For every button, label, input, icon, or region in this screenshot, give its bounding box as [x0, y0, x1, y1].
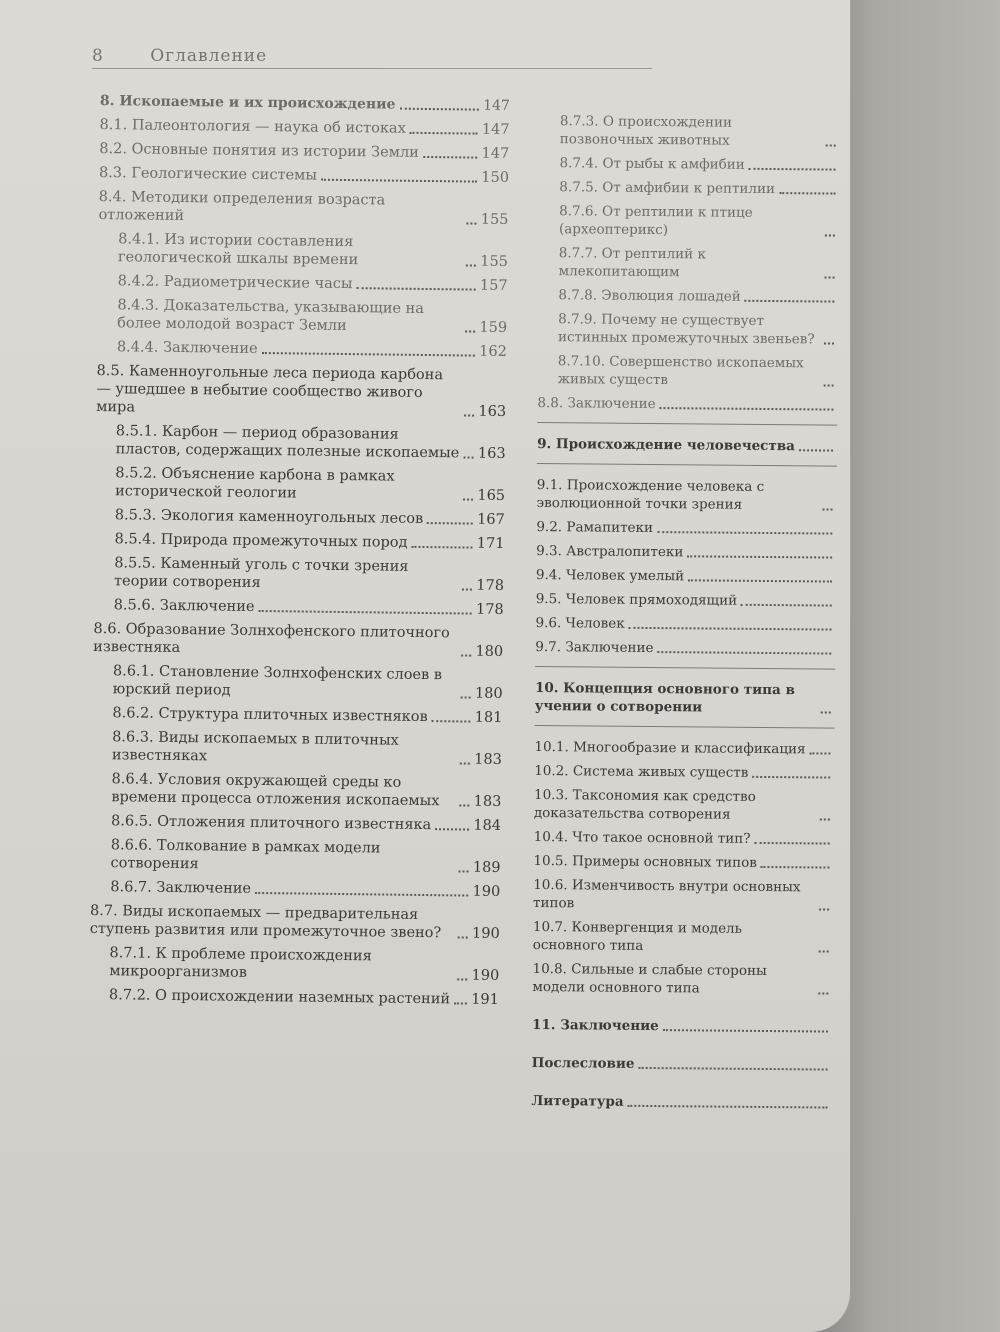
toc-entry [94, 596, 504, 619]
toc-entry [90, 836, 500, 877]
dot-leader [819, 908, 829, 910]
dot-leader [427, 522, 473, 525]
toc-entry-title: 8.7.5. От амфибии к рептилии [559, 179, 776, 198]
dot-leader [779, 192, 835, 194]
toc-entry [536, 542, 836, 563]
toc-entry-title: 8.6.7. Заключение [110, 879, 252, 897]
toc-entry [535, 638, 835, 659]
dot-leader [825, 234, 835, 236]
toc-entry-page: 184 [473, 817, 502, 834]
toc-entry-title: 8.5.3. Экология каменноугольных лесов [114, 507, 424, 527]
section-divider [535, 725, 835, 729]
toc-entry-page: 165 [477, 487, 506, 504]
toc-right-column [531, 112, 840, 1119]
toc-entry-title: 10.4. Что такое основной тип? [533, 828, 751, 847]
dot-leader [465, 330, 475, 332]
toc-entry-page: 147 [481, 145, 510, 163]
dot-leader [660, 407, 834, 411]
toc-entry [538, 310, 838, 349]
toc-entry [92, 728, 502, 769]
dot-leader [810, 752, 831, 754]
toc-entry-title: 8.4.2. Радиометрические часы [117, 273, 353, 293]
toc-entry-title: 8.7. Виды ископаемых — предварительная ступень развития или промежуточное звено? [89, 902, 442, 942]
dot-leader [463, 498, 473, 500]
toc-entry [90, 878, 500, 901]
toc-entry [100, 92, 510, 115]
dot-leader [454, 1002, 467, 1004]
toc-entry [533, 918, 833, 957]
toc-entry-page: 155 [480, 253, 509, 270]
toc-entry-page: 163 [477, 445, 506, 462]
toc-entry-title: 8.6.6. Толкование в рамках модели сотворения [110, 837, 381, 873]
toc-entry-title: 8.5. Каменноугольные леса периода карбона — ушедшее в небытие сообщество живого мира [96, 362, 444, 416]
dot-leader [825, 276, 835, 278]
toc-entry-title: 10.6. Изменчивость внутри основных типов [533, 876, 801, 912]
toc-entry-page: 159 [479, 319, 508, 336]
toc-entry [94, 530, 504, 553]
toc-entry [93, 662, 503, 703]
toc-entry-title: 10. Концепция основного типа в учении о сотворении [534, 679, 795, 716]
toc-entry-title: 8.4.4. Заключение [116, 339, 258, 357]
dot-leader [467, 222, 477, 224]
dot-leader [435, 828, 469, 830]
toc-entry-title: 8.4.1. Из истории составления геологической шкалы времени [117, 231, 359, 269]
section-divider [537, 422, 837, 426]
toc-entry-page: 157 [479, 277, 508, 294]
toc-entry [538, 352, 838, 391]
toc-entry-title: 8.3. Геологические системы [98, 164, 318, 184]
toc-entry-title: 8.6.4. Условия окружающей среды ко времени процесса отложения ископаемых [111, 771, 440, 810]
dot-leader [356, 287, 476, 290]
toc-entry-title: 9.5. Человек прямоходящий [535, 590, 738, 609]
toc-entry-page: 171 [476, 535, 505, 552]
page-number: 8 [92, 46, 104, 66]
running-title: Оглавление [150, 46, 268, 66]
toc-entry [536, 566, 836, 587]
toc-entry-title: 9.7. Заключение [535, 638, 654, 657]
toc-entry [539, 178, 839, 199]
toc-entry-page: 191 [471, 991, 500, 1008]
toc-entry-title: 8.6. Образование Золнхофенского плиточного известняка [93, 620, 450, 657]
toc-entry [98, 188, 508, 229]
toc-entry-page: 178 [475, 601, 504, 618]
dot-leader [459, 870, 469, 872]
dot-leader [460, 804, 470, 806]
dot-leader [458, 936, 468, 938]
toc-entry [532, 1016, 832, 1037]
toc-entry-title: 8.7.4. От рыбы к амфибии [559, 155, 745, 173]
dot-leader [741, 604, 832, 607]
toc-entry [97, 338, 507, 361]
toc-entry-title: 8.5.5. Каменный уголь с точки зрения теории сотворения [113, 555, 409, 591]
dot-leader [745, 300, 835, 303]
toc-entry-title: 9.6. Человек [535, 614, 625, 632]
dot-leader [629, 627, 832, 631]
toc-entry [95, 506, 505, 529]
dot-leader [321, 179, 477, 183]
toc-entry-page: 190 [471, 925, 500, 942]
toc-entry [537, 435, 837, 456]
toc-entry [534, 786, 834, 825]
toc-entry [533, 852, 833, 873]
toc-entry [90, 902, 500, 943]
toc-entry [540, 112, 840, 151]
toc-entry-title: 9.1. Происхождение человека с эволюционной точки зрения [536, 476, 765, 513]
toc-entry-page: 162 [479, 343, 507, 360]
toc-entry [535, 679, 835, 718]
toc-entry [533, 876, 833, 915]
toc-entry [539, 244, 839, 283]
toc-entry-title: 8.4.3. Доказательства, указывающие на более молодой возраст Земли [117, 297, 425, 335]
dot-leader [255, 892, 469, 897]
dot-leader [466, 264, 476, 266]
toc-entry-title: 10.8. Сильные и слабые стороны модели основного типа [532, 960, 767, 997]
toc-entry-page: 189 [472, 859, 501, 876]
toc-entry-title: 9.2. Рамапитеки [536, 518, 654, 537]
toc-entry-title: 8.6.2. Структура плиточных известняков [112, 705, 428, 726]
toc-entry [536, 518, 836, 539]
dot-leader [799, 449, 833, 451]
toc-entry-page: 190 [471, 967, 500, 984]
toc-entry-page: 167 [477, 511, 505, 528]
section-divider [537, 463, 837, 467]
toc-entry-title: 8.7.8. Эволюция лошадей [558, 287, 741, 305]
toc-entry-page: 147 [483, 97, 510, 115]
toc-entry-title: 9.4. Человек умелый [535, 566, 685, 585]
section-divider [535, 666, 835, 670]
toc-entry [534, 762, 834, 783]
toc-entry [537, 394, 837, 415]
toc-entry-page: 180 [474, 685, 503, 702]
toc-entry [91, 812, 501, 835]
toc-entry-title: 8. Ископаемые и их происхождение [99, 92, 396, 113]
toc-entry-page: 180 [475, 643, 504, 660]
toc-entry [538, 286, 838, 307]
dot-leader [461, 696, 471, 698]
toc-entry-title: 10.7. Конвергенция и модель основного типа [532, 918, 743, 954]
dot-leader [823, 508, 833, 510]
toc-entry [539, 202, 839, 241]
toc-entry-title: 10.2. Система живых существ [534, 762, 749, 781]
toc-entry [96, 422, 506, 463]
dot-leader [821, 711, 831, 713]
toc-entry-title: 8.7.3. О происхождении позвоночных животных [559, 113, 733, 149]
toc-entry-title: 8.7.6. От рептилии к птице (археоптерикс) [558, 203, 753, 239]
toc-entry [532, 960, 832, 999]
toc-entry-page: 183 [473, 793, 502, 810]
toc-entry-title: 8.1. Палеонтология — наука об истоках [99, 116, 406, 137]
toc-entry-title: 10.1. Многообразие и классификация [534, 738, 806, 758]
toc-entry [534, 828, 834, 849]
toc-entry [89, 986, 499, 1009]
toc-entry-title: 8.8. Заключение [537, 394, 656, 413]
toc-left-column [89, 92, 510, 1015]
toc-entry-title: 8.6.5. Отложения плиточного известняка [110, 813, 432, 834]
dot-leader [423, 156, 478, 159]
running-header [92, 46, 652, 69]
toc-entry [91, 770, 501, 811]
dot-leader [819, 950, 829, 952]
toc-entry-title: 8.5.6. Заключение [113, 597, 255, 615]
toc-entry-title: 8.5.2. Объяснение карбона в рамках исторической геологии [115, 465, 395, 502]
toc-entry [535, 614, 835, 635]
dot-leader [663, 1029, 828, 1032]
toc-entry-page: 163 [478, 403, 507, 420]
toc-entry [89, 944, 499, 985]
toc-entry-page: 150 [481, 169, 510, 187]
dot-leader [818, 992, 828, 994]
dot-leader [460, 762, 470, 764]
dot-leader [411, 546, 472, 549]
dot-leader [462, 588, 472, 590]
toc-entry [531, 1092, 831, 1113]
toc-entry-title: 10.3. Таксономия как средство доказательства сотворения [533, 786, 756, 823]
dot-leader [657, 651, 831, 655]
dot-leader [824, 384, 834, 386]
dot-leader [657, 531, 832, 535]
dot-leader [754, 842, 829, 845]
dot-leader [461, 654, 471, 656]
dot-leader [638, 1067, 827, 1071]
toc-entry-title: 9. Происхождение человечества [537, 435, 795, 455]
toc-entry-page: 181 [474, 709, 503, 726]
toc-entry [534, 738, 834, 759]
toc-entry [98, 272, 508, 295]
toc-entry [94, 554, 504, 595]
dot-leader [457, 978, 467, 980]
toc-entry-title: 11. Заключение [531, 1016, 659, 1035]
toc-entry-title: Литература [531, 1092, 624, 1110]
dot-leader [749, 168, 836, 171]
toc-entry [539, 154, 839, 175]
dot-leader [410, 132, 478, 135]
toc-entry-title: 8.5.4. Природа промежуточных пород [114, 531, 408, 551]
toc-entry-title: Послесловие [531, 1054, 635, 1072]
toc-entry-title: 8.6.1. Становление Золнхофенских слоев в юрский период [112, 663, 443, 699]
toc-entry-page: 190 [472, 883, 501, 900]
dot-leader [688, 579, 832, 582]
toc-entry-title: 9.3. Австралопитеки [536, 542, 684, 561]
dot-leader [752, 776, 830, 779]
toc-entry-title: 8.5.1. Карбон — период образования пластов, содержащих полезные ископаемые [115, 423, 460, 462]
dot-leader [432, 720, 471, 722]
dot-leader [820, 818, 830, 820]
dot-leader [687, 555, 832, 558]
toc-entry-page: 155 [480, 211, 509, 228]
dot-leader [824, 342, 834, 344]
dot-leader [464, 456, 474, 458]
dot-leader [262, 352, 476, 357]
dot-leader [399, 108, 479, 111]
toc-entry-title: 8.6.3. Виды ископаемых в плиточных известняках [111, 729, 399, 765]
toc-entry [532, 1054, 832, 1075]
toc-entry-title: 8.7.10. Совершенство ископаемых живых существ [557, 353, 804, 389]
toc-entry [536, 590, 836, 611]
toc-entry [93, 620, 503, 661]
dot-leader [464, 414, 474, 416]
toc-entry-page: 178 [476, 577, 505, 594]
toc-entry [97, 296, 507, 337]
dot-leader [258, 610, 472, 615]
toc-entry [99, 140, 509, 163]
toc-entry-title: 8.7.9. Почему не существует истинных промежуточных звеньев? [557, 311, 815, 348]
dot-leader [761, 866, 830, 869]
toc-entry-page: 147 [481, 121, 510, 139]
toc-entry [95, 464, 505, 505]
toc-entry-title: 8.2. Основные понятия из истории Земли [99, 140, 419, 161]
toc-entry-title: 8.4. Методики определения возраста отложений [98, 188, 386, 225]
toc-entry [537, 476, 837, 515]
toc-entry [99, 164, 509, 187]
toc-entry-title: 8.7.7. От рептилий к млекопитающим [558, 245, 706, 281]
toc-entry-title: 8.7.2. О происхождении наземных растений [108, 987, 451, 1008]
toc-entry [96, 362, 507, 421]
toc-entry-title: 8.7.1. К проблеме происхождения микроорганизмов [109, 945, 372, 981]
dot-leader [826, 144, 836, 146]
toc-entry [98, 230, 508, 271]
toc-entry-title: 10.5. Примеры основных типов [533, 852, 758, 871]
toc-entry [92, 704, 502, 727]
dot-leader [628, 1105, 828, 1109]
toc-entry-page: 183 [474, 751, 502, 768]
toc-entry [99, 116, 509, 139]
